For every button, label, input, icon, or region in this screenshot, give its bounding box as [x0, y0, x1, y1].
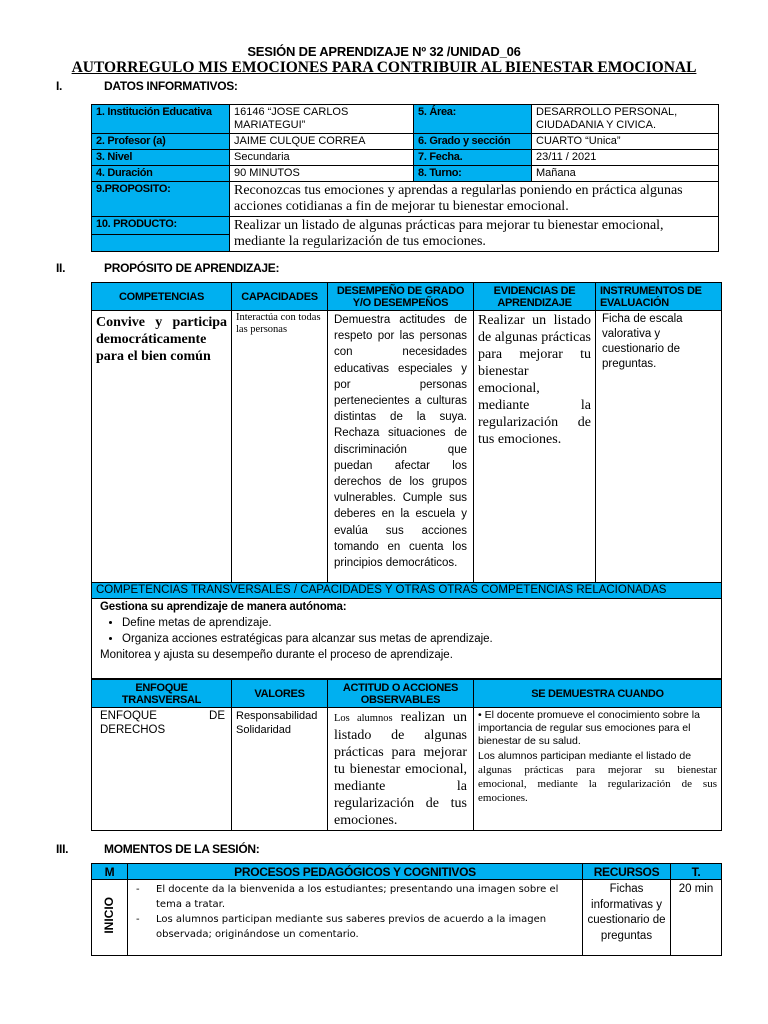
- header-procesos: PROCESOS PEDAGÓGICOS Y COGNITIVOS: [128, 864, 583, 880]
- main-title: AUTORREGULO MIS EMOCIONES PARA CONTRIBUIR AL BIENESTAR EMOCIONAL: [71, 59, 697, 76]
- enfoque-cell: ENFOQUE DE DERECHOS: [92, 708, 232, 831]
- session-title: SESIÓN DE APRENDIZAJE Nº 32 /UNIDAD_06: [247, 44, 521, 59]
- section-2-heading: [56, 261, 456, 275]
- transversal-list: [100, 615, 717, 647]
- section-2-title: PROPÓSITO DE APRENDIZAJE:: [104, 261, 280, 275]
- header-evidencias: EVIDENCIAS DE APRENDIZAJE: [474, 283, 596, 311]
- section-1-title: DATOS INFORMATIVOS:: [104, 79, 238, 93]
- header-se-demuestra: SE DEMUESTRA CUANDO: [474, 680, 722, 708]
- institucion-label: 1. Institución Educativa: [92, 105, 230, 134]
- datos-informativos-table: [91, 104, 719, 252]
- header-valores: VALORES: [232, 680, 328, 708]
- institucion-value: 16146 “JOSE CARLOS MARIATEGUI”: [230, 105, 414, 134]
- actitud-prefix: Los alumnos: [334, 713, 393, 724]
- demuestra-alumnos-prefix: Los alumnos participan mediante el listado de: [478, 750, 692, 762]
- valores-cell: [232, 708, 328, 831]
- section-1-heading: [56, 79, 456, 93]
- list-item: • Organiza acciones estratégicas para alcanzar sus metas de aprendizaje.: [122, 631, 717, 647]
- area-label: 5. Área:: [414, 105, 532, 134]
- instrumento-cell: Ficha de escala valorativa y cuestionario de preguntas.: [596, 311, 722, 583]
- header-desempeno: DESEMPEÑO DE GRADO Y/O DESEMPEÑOS: [328, 283, 474, 311]
- section-3-number: III.: [56, 842, 69, 856]
- proposito-label: 9.PROPOSITO:: [92, 182, 230, 217]
- section-2-number: II.: [56, 261, 66, 275]
- tiempo-cell: 20 min: [671, 880, 722, 956]
- procesos-cell: [128, 880, 583, 956]
- header-m: M: [92, 864, 128, 880]
- turno-value: Mañana: [532, 166, 719, 182]
- desempeno-cell: Demuestra actitudes de respeto por las personas con necesidades educativas especiales y por personas pertenecientes a culturas distintas de la suya. Rechaza situaciones de discriminación que puedan afectar los derechos de los grupos vulnerables. Cumple sus deberes en la escuela y evalúa sus acciones tomando en cuenta los principios democráticos.: [328, 311, 474, 583]
- header-recursos: RECURSOS: [583, 864, 671, 880]
- transversal-footer: Monitorea y ajusta su desempeño durante el proceso de aprendizaje.: [100, 649, 453, 661]
- profesor-value: JAIME CULQUE CORREA: [230, 134, 414, 150]
- header-capacidades: CAPACIDADES: [232, 283, 328, 311]
- valor-responsabilidad: Responsabilidad: [236, 710, 318, 722]
- proposito-value: Reconozcas tus emociones y aprendas a regularlas poniendo en práctica algunas acciones cotidianas a fin de mejorar tu bienestar emocional.: [230, 182, 719, 217]
- list-item: - Los alumnos participan mediante sus saberes previos de acuerdo a la imagen observada; originándose un comentario.: [132, 912, 578, 942]
- fecha-label: 7. Fecha.: [414, 150, 532, 166]
- section-1-number: I.: [56, 79, 63, 93]
- grado-label: 6. Grado y sección: [414, 134, 532, 150]
- header-instrumentos: INSTRUMENTOS DE EVALUACIÓN: [596, 283, 722, 311]
- header-competencias: COMPETENCIAS: [92, 283, 232, 311]
- transversal-body: [92, 599, 722, 679]
- header-actitud: ACTITUD O ACCIONES OBSERVABLES: [328, 680, 474, 708]
- procesos-list: [132, 882, 578, 942]
- capacidad-cell: Interactúa con todas las personas: [232, 311, 328, 583]
- grado-value: CUARTO “Unica”: [532, 134, 719, 150]
- list-item: • Define metas de aprendizaje.: [122, 615, 717, 631]
- demuestra-alumnos-text: algunas prácticas para mejorar su bienestar emocional, mediante la regularización de sus emociones.: [478, 764, 717, 804]
- actitud-cell: [328, 708, 474, 831]
- momentos-table: [91, 863, 722, 956]
- section-3-title: MOMENTOS DE LA SESIÓN:: [104, 842, 260, 856]
- area-value: DESARROLLO PERSONAL, CIUDADANIA Y CIVICA.: [532, 105, 719, 134]
- moment-label: INICIO: [102, 897, 116, 934]
- moment-cell: [92, 880, 128, 956]
- turno-label: 8. Turno:: [414, 166, 532, 182]
- header-enfoque: ENFOQUE TRANSVERSAL: [92, 680, 232, 708]
- competencia-cell: Convive y participa democráticamente para el bien común: [92, 311, 232, 583]
- duracion-value: 90 MINUTOS: [230, 166, 414, 182]
- transversal-title: Gestiona su aprendizaje de manera autónoma:: [100, 601, 347, 613]
- producto-value: Realizar un listado de algunas prácticas para mejorar tu bienestar emocional, mediante la regularización de tus emociones.: [230, 217, 719, 252]
- demuestra-cell: [474, 708, 722, 831]
- profesor-label: 2. Profesor (a): [92, 134, 230, 150]
- section-3-heading: [56, 842, 456, 856]
- demuestra-docente: • El docente promueve el conocimiento sobre la importancia de regular sus emociones para el bienestar de su salud.: [478, 709, 700, 747]
- fecha-value: 23/11 / 2021: [532, 150, 719, 166]
- list-item: - El docente da la bienvenida a los estudiantes; presentando una imagen sobre el tema a tratar.: [132, 882, 578, 912]
- producto-label-cell: [92, 217, 230, 252]
- proposito-aprendizaje-table: [91, 282, 722, 679]
- enfoque-table: [91, 679, 722, 831]
- nivel-value: Secundaria: [230, 150, 414, 166]
- recursos-cell: Fichas informativas y cuestionario de preguntas: [583, 880, 671, 956]
- evidencia-cell: Realizar un listado de algunas prácticas para mejorar tu bienestar emocional, mediante la regularización de tus emociones.: [474, 311, 596, 583]
- transversal-header: COMPETENCIAS TRANSVERSALES / CAPACIDADES Y OTRAS OTRAS COMPETENCIAS RELACIONADAS: [92, 583, 722, 599]
- nivel-label: 3. Nivel: [92, 150, 230, 166]
- producto-label: 10. PRODUCTO:: [92, 217, 229, 235]
- duracion-label: 4. Duración: [92, 166, 230, 182]
- header-tiempo: T.: [671, 864, 722, 880]
- valor-solidaridad: Solidaridad: [236, 724, 292, 736]
- actitud-text: realizan un listado de algunas prácticas para mejorar tu bienestar emocional, mediante la regularización de tus emociones.: [334, 710, 467, 828]
